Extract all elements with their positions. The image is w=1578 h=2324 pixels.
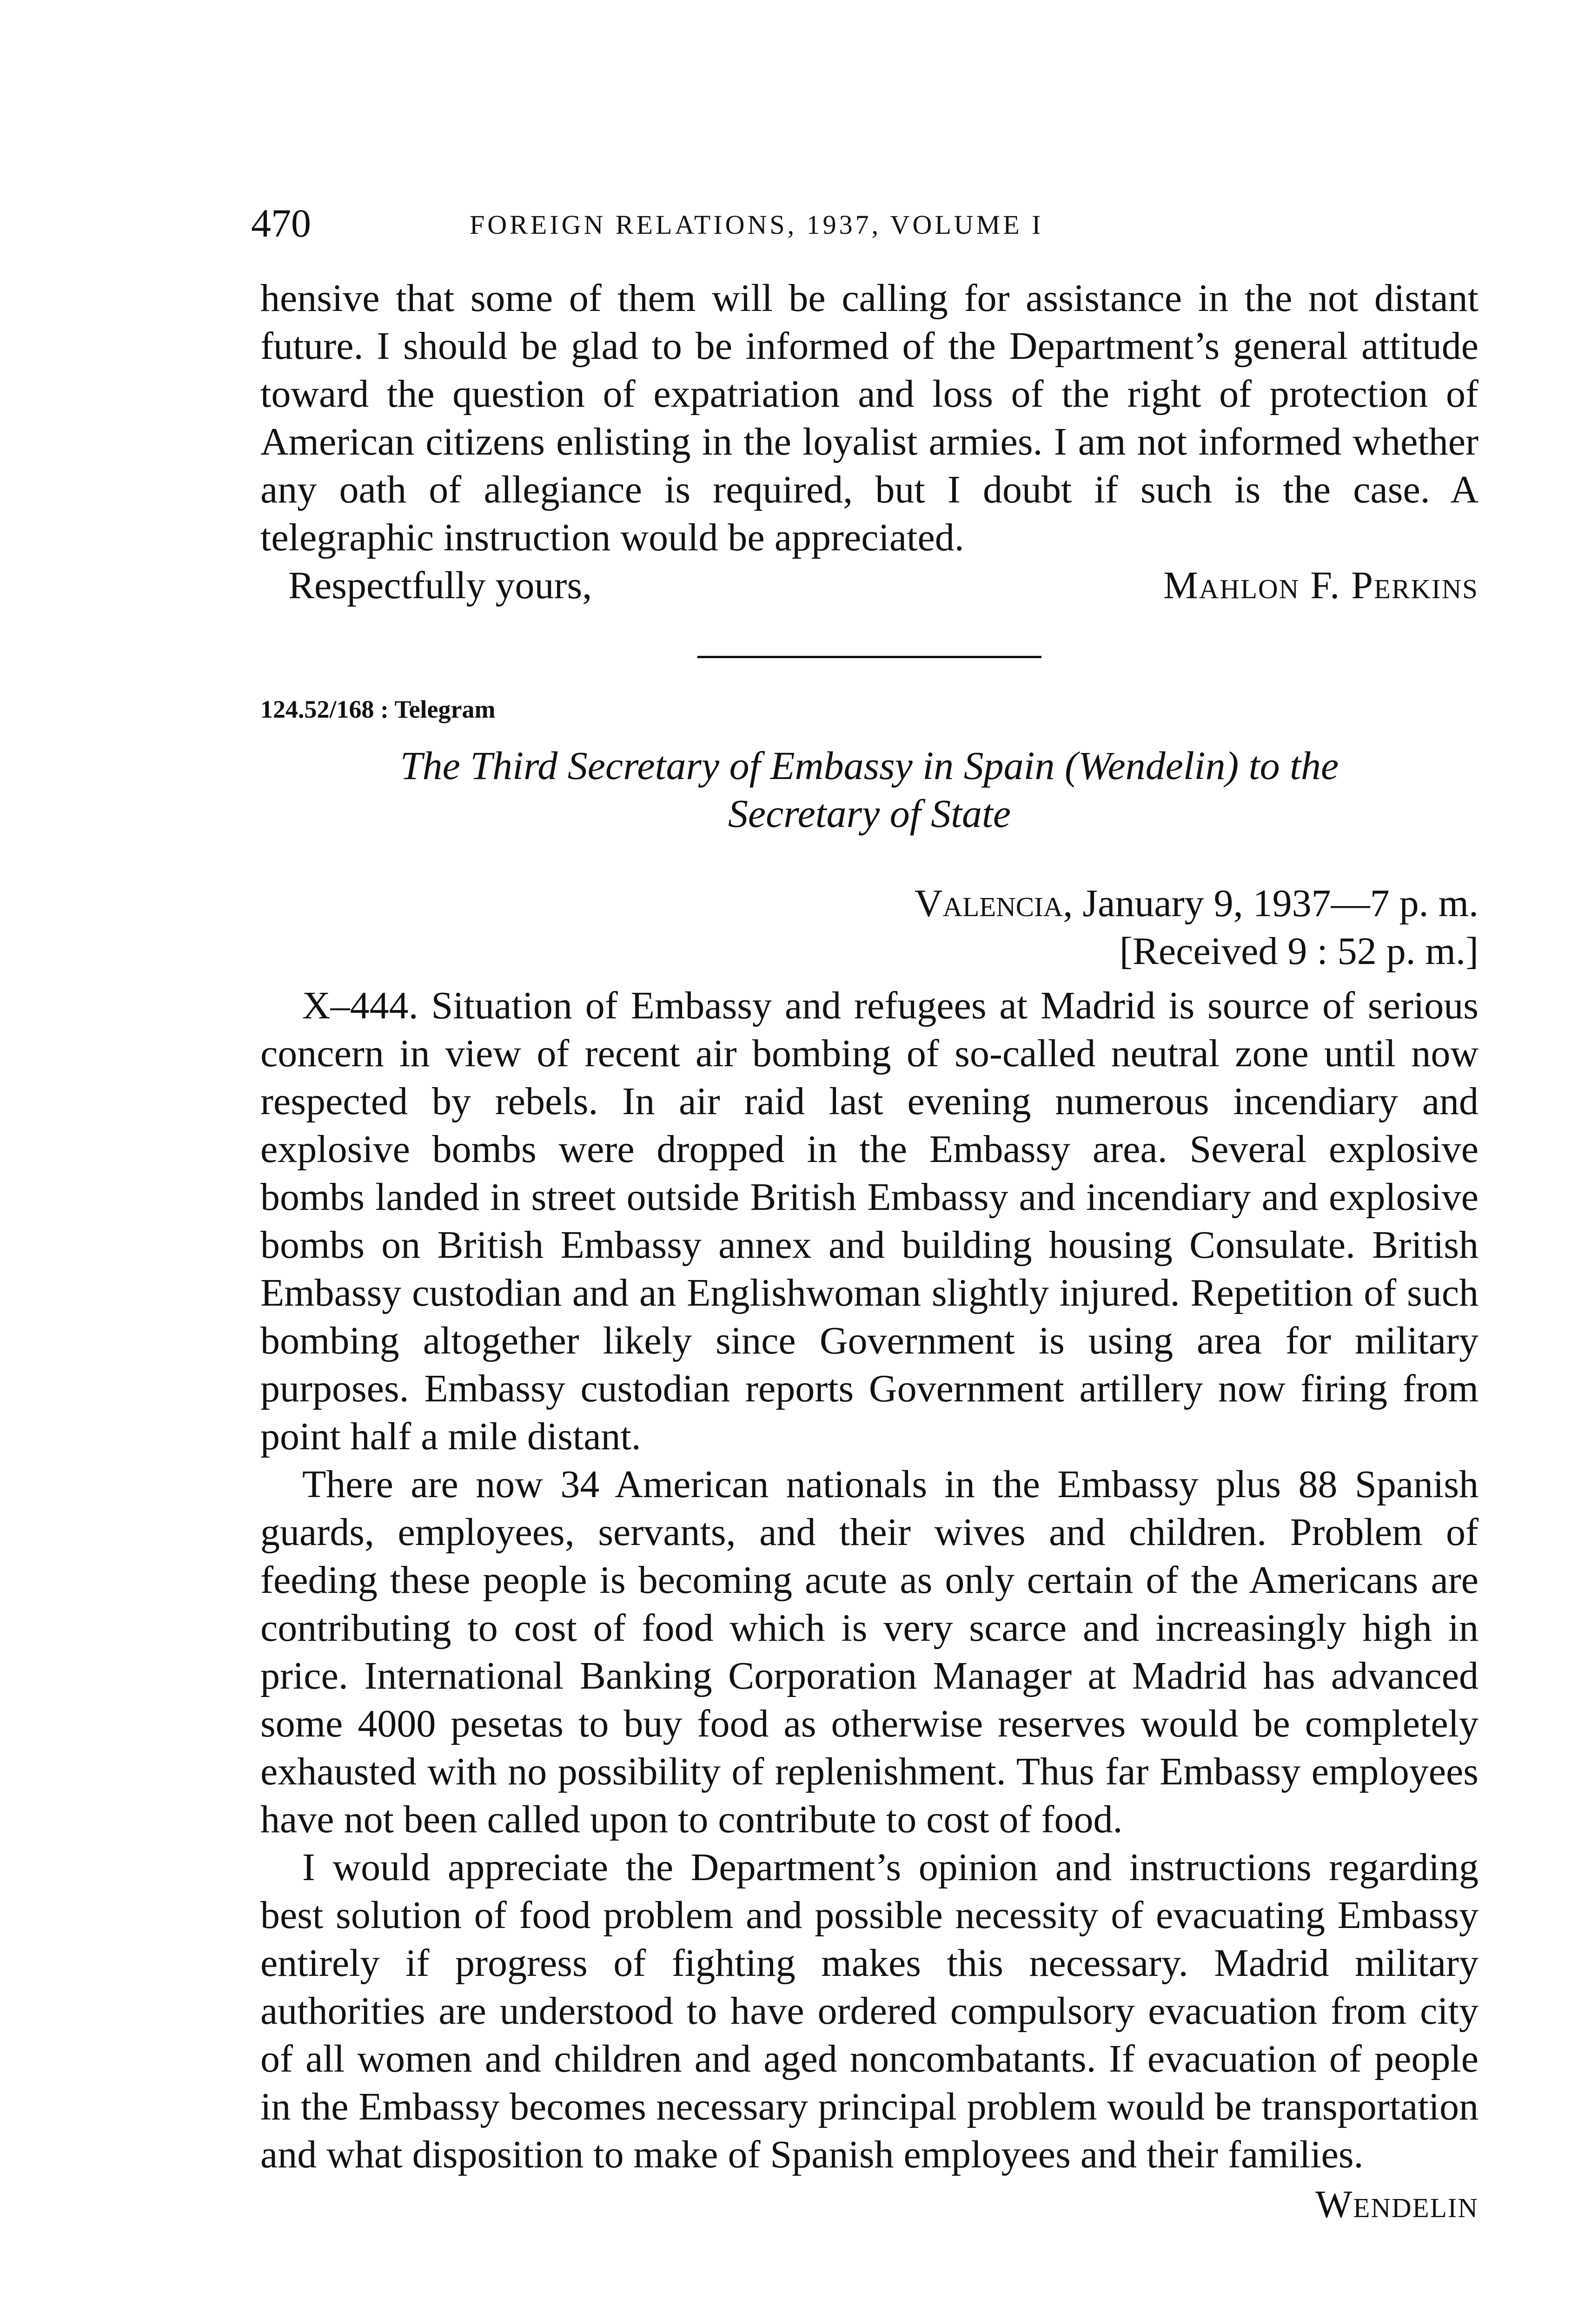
telegram-body [260, 982, 1479, 2179]
letter-continuation-paragraph: hensive that some of them will be calling for assistance in the not distant future. I should be glad to be informed of the Department’s general attitude toward the question of expatriation and loss of the right of protection of American citizens enlisting in the loyalist armies. I am not informed whether any oath of allegiance is required, but I doubt if such is the case. A telegraphic instruction would be appreciated. [260, 277, 1479, 559]
dateline [260, 879, 1479, 975]
letter-closing [260, 561, 1479, 609]
document-body [260, 274, 1479, 2228]
document-title-line: The Third Secretary of Embassy in Spain (Wendelin) to the [400, 743, 1339, 788]
file-reference: 124.52/168 : Telegram [260, 695, 496, 723]
telegram-paragraph: I would appreciate the Department’s opinion and instructions regarding best solution of food problem and possible necessity of evacuating Embassy entirely if progress of fighting makes this necessary. Madrid military authorities are understood to have ordered compulsory evacuation from city of all women and children and aged noncombatants. If evacuation of people in the Embassy becomes necessary principal problem would be transportation and what disposition to make of Spanish employees and their families. [260, 1846, 1479, 2176]
document-page [251, 0, 1479, 2324]
complimentary-close: Respectfully yours, [288, 564, 592, 607]
dateline-sent [260, 879, 1479, 927]
telegram-paragraph: X–444. Situation of Embassy and refugees at Madrid is source of serious concern in view of recent air bombing of so-called neutral zone until now respected by rebels. In air raid last evening numerous incendiary and explosive bombs were dropped in the Embassy area. Several explosive bombs landed in street outside British Embassy and incendiary and explosive bombs on British Embassy annex and building housing Consulate. British Embassy custodian and an Englishwoman slightly injured. Repetition of such bombing altogether likely since Government is using area for military purposes. Embassy custodian reports Government artillery now firing from point half a mile distant. [260, 984, 1479, 1458]
dateline-place: Valencia, [914, 882, 1073, 925]
telegram-paragraph: There are now 34 American nationals in the Embassy plus 88 Spanish guards, employees, servants, and their wives and children. Problem of feeding these people is becoming acute as only certain of the Americans are contributing to cost of food which is very scarce and increasingly high in price. International Banking Corporation Manager at Madrid has advanced some 4000 pesetas to buy food as otherwise reserves would be completely exhausted with no possibility of replenishment. Thus far Embassy employees have not been called upon to contribute to cost of food. [260, 1463, 1479, 1841]
telegram-signature: Wendelin [1315, 2183, 1479, 2226]
dateline-received: [Received 9 : 52 p. m.] [1119, 930, 1479, 973]
document-title [260, 742, 1479, 838]
running-head [251, 200, 1479, 251]
letter-signer: Mahlon F. Perkins [1163, 564, 1479, 607]
dateline-date: January 9, 1937—7 p. m. [1082, 882, 1479, 925]
document-title-line: Secretary of State [728, 791, 1011, 836]
section-divider [697, 656, 1041, 658]
page-number: 470 [251, 201, 311, 245]
running-title: FOREIGN RELATIONS, 1937, VOLUME I [470, 210, 1044, 240]
